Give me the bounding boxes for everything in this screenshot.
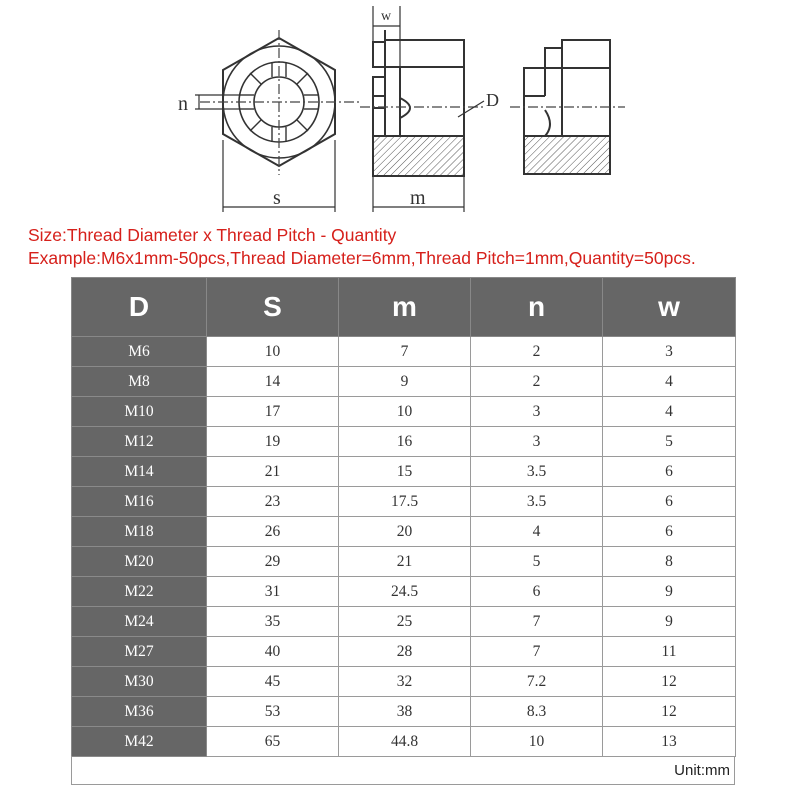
cell-S: 23 [207, 487, 339, 517]
cell-S: 35 [207, 607, 339, 637]
cell-m: 44.8 [339, 727, 471, 757]
cell-n: 3.5 [471, 457, 603, 487]
cell-m: 16 [339, 427, 471, 457]
cell-n: 5 [471, 547, 603, 577]
cell-S: 65 [207, 727, 339, 757]
table-row [72, 427, 736, 457]
cell-m: 21 [339, 547, 471, 577]
cell-D: M8 [72, 367, 207, 397]
cell-n: 7 [471, 637, 603, 667]
cell-n: 6 [471, 577, 603, 607]
castle-nut-technical-drawing [0, 0, 800, 222]
cell-D: M14 [72, 457, 207, 487]
cell-m: 38 [339, 697, 471, 727]
header-S: S [207, 278, 339, 337]
cell-m: 28 [339, 637, 471, 667]
cell-n: 8.3 [471, 697, 603, 727]
cell-n: 2 [471, 337, 603, 367]
caption-size-format: Size:Thread Diameter x Thread Pitch - Quantity [28, 225, 397, 245]
cell-w: 9 [603, 607, 736, 637]
cell-w: 9 [603, 577, 736, 607]
table-row [72, 667, 736, 697]
cell-n: 7 [471, 607, 603, 637]
label-D: D [486, 90, 499, 110]
unit-row [71, 756, 735, 785]
cell-m: 20 [339, 517, 471, 547]
cell-w: 12 [603, 667, 736, 697]
header-n: n [471, 278, 603, 337]
cell-S: 10 [207, 337, 339, 367]
header-w: w [603, 278, 736, 337]
cell-D: M6 [72, 337, 207, 367]
cell-m: 25 [339, 607, 471, 637]
cell-S: 26 [207, 517, 339, 547]
header-m: m [339, 278, 471, 337]
cell-D: M36 [72, 697, 207, 727]
caption-example: Example:M6x1mm-50pcs,Thread Diameter=6mm,Thread Pitch=1mm,Quantity=50pcs. [28, 248, 696, 268]
cell-w: 6 [603, 457, 736, 487]
cell-D: M27 [72, 637, 207, 667]
cell-D: M24 [72, 607, 207, 637]
cell-D: M12 [72, 427, 207, 457]
cell-S: 40 [207, 637, 339, 667]
cell-n: 3.5 [471, 487, 603, 517]
castle-nut-size-table [71, 277, 736, 757]
label-n: n [178, 93, 188, 115]
cell-S: 19 [207, 427, 339, 457]
cell-S: 31 [207, 577, 339, 607]
cell-D: M42 [72, 727, 207, 757]
cell-w: 4 [603, 367, 736, 397]
cell-n: 4 [471, 517, 603, 547]
cell-m: 24.5 [339, 577, 471, 607]
cell-m: 9 [339, 367, 471, 397]
cell-w: 5 [603, 427, 736, 457]
table-row [72, 457, 736, 487]
cell-D: M18 [72, 517, 207, 547]
cell-S: 14 [207, 367, 339, 397]
table-row [72, 397, 736, 427]
cell-D: M16 [72, 487, 207, 517]
cell-w: 13 [603, 727, 736, 757]
cell-n: 3 [471, 397, 603, 427]
cell-w: 11 [603, 637, 736, 667]
cell-D: M30 [72, 667, 207, 697]
cell-S: 21 [207, 457, 339, 487]
label-m: m [410, 187, 426, 209]
cell-m: 15 [339, 457, 471, 487]
unit-label: Unit:mm [674, 762, 730, 779]
cell-m: 7 [339, 337, 471, 367]
table-row [72, 607, 736, 637]
cell-w: 6 [603, 517, 736, 547]
cell-n: 7.2 [471, 667, 603, 697]
table-row [72, 367, 736, 397]
cell-w: 6 [603, 487, 736, 517]
table-row [72, 487, 736, 517]
cell-D: M10 [72, 397, 207, 427]
header-D: D [72, 278, 207, 337]
cell-D: M20 [72, 547, 207, 577]
table-row [72, 337, 736, 367]
cell-w: 4 [603, 397, 736, 427]
table-row [72, 547, 736, 577]
cell-w: 12 [603, 697, 736, 727]
cell-n: 2 [471, 367, 603, 397]
cell-n: 10 [471, 727, 603, 757]
label-w: w [381, 9, 392, 24]
table-row [72, 517, 736, 547]
table-header-row [72, 278, 736, 337]
label-s: s [273, 187, 281, 209]
table-row [72, 727, 736, 757]
cell-w: 3 [603, 337, 736, 367]
cell-S: 53 [207, 697, 339, 727]
cell-D: M22 [72, 577, 207, 607]
side-view-section [373, 30, 464, 176]
cell-S: 45 [207, 667, 339, 697]
cell-S: 29 [207, 547, 339, 577]
cell-m: 10 [339, 397, 471, 427]
table-row [72, 637, 736, 667]
cell-w: 8 [603, 547, 736, 577]
table-row [72, 697, 736, 727]
cell-m: 32 [339, 667, 471, 697]
cell-m: 17.5 [339, 487, 471, 517]
cell-S: 17 [207, 397, 339, 427]
table-row [72, 577, 736, 607]
cell-n: 3 [471, 427, 603, 457]
